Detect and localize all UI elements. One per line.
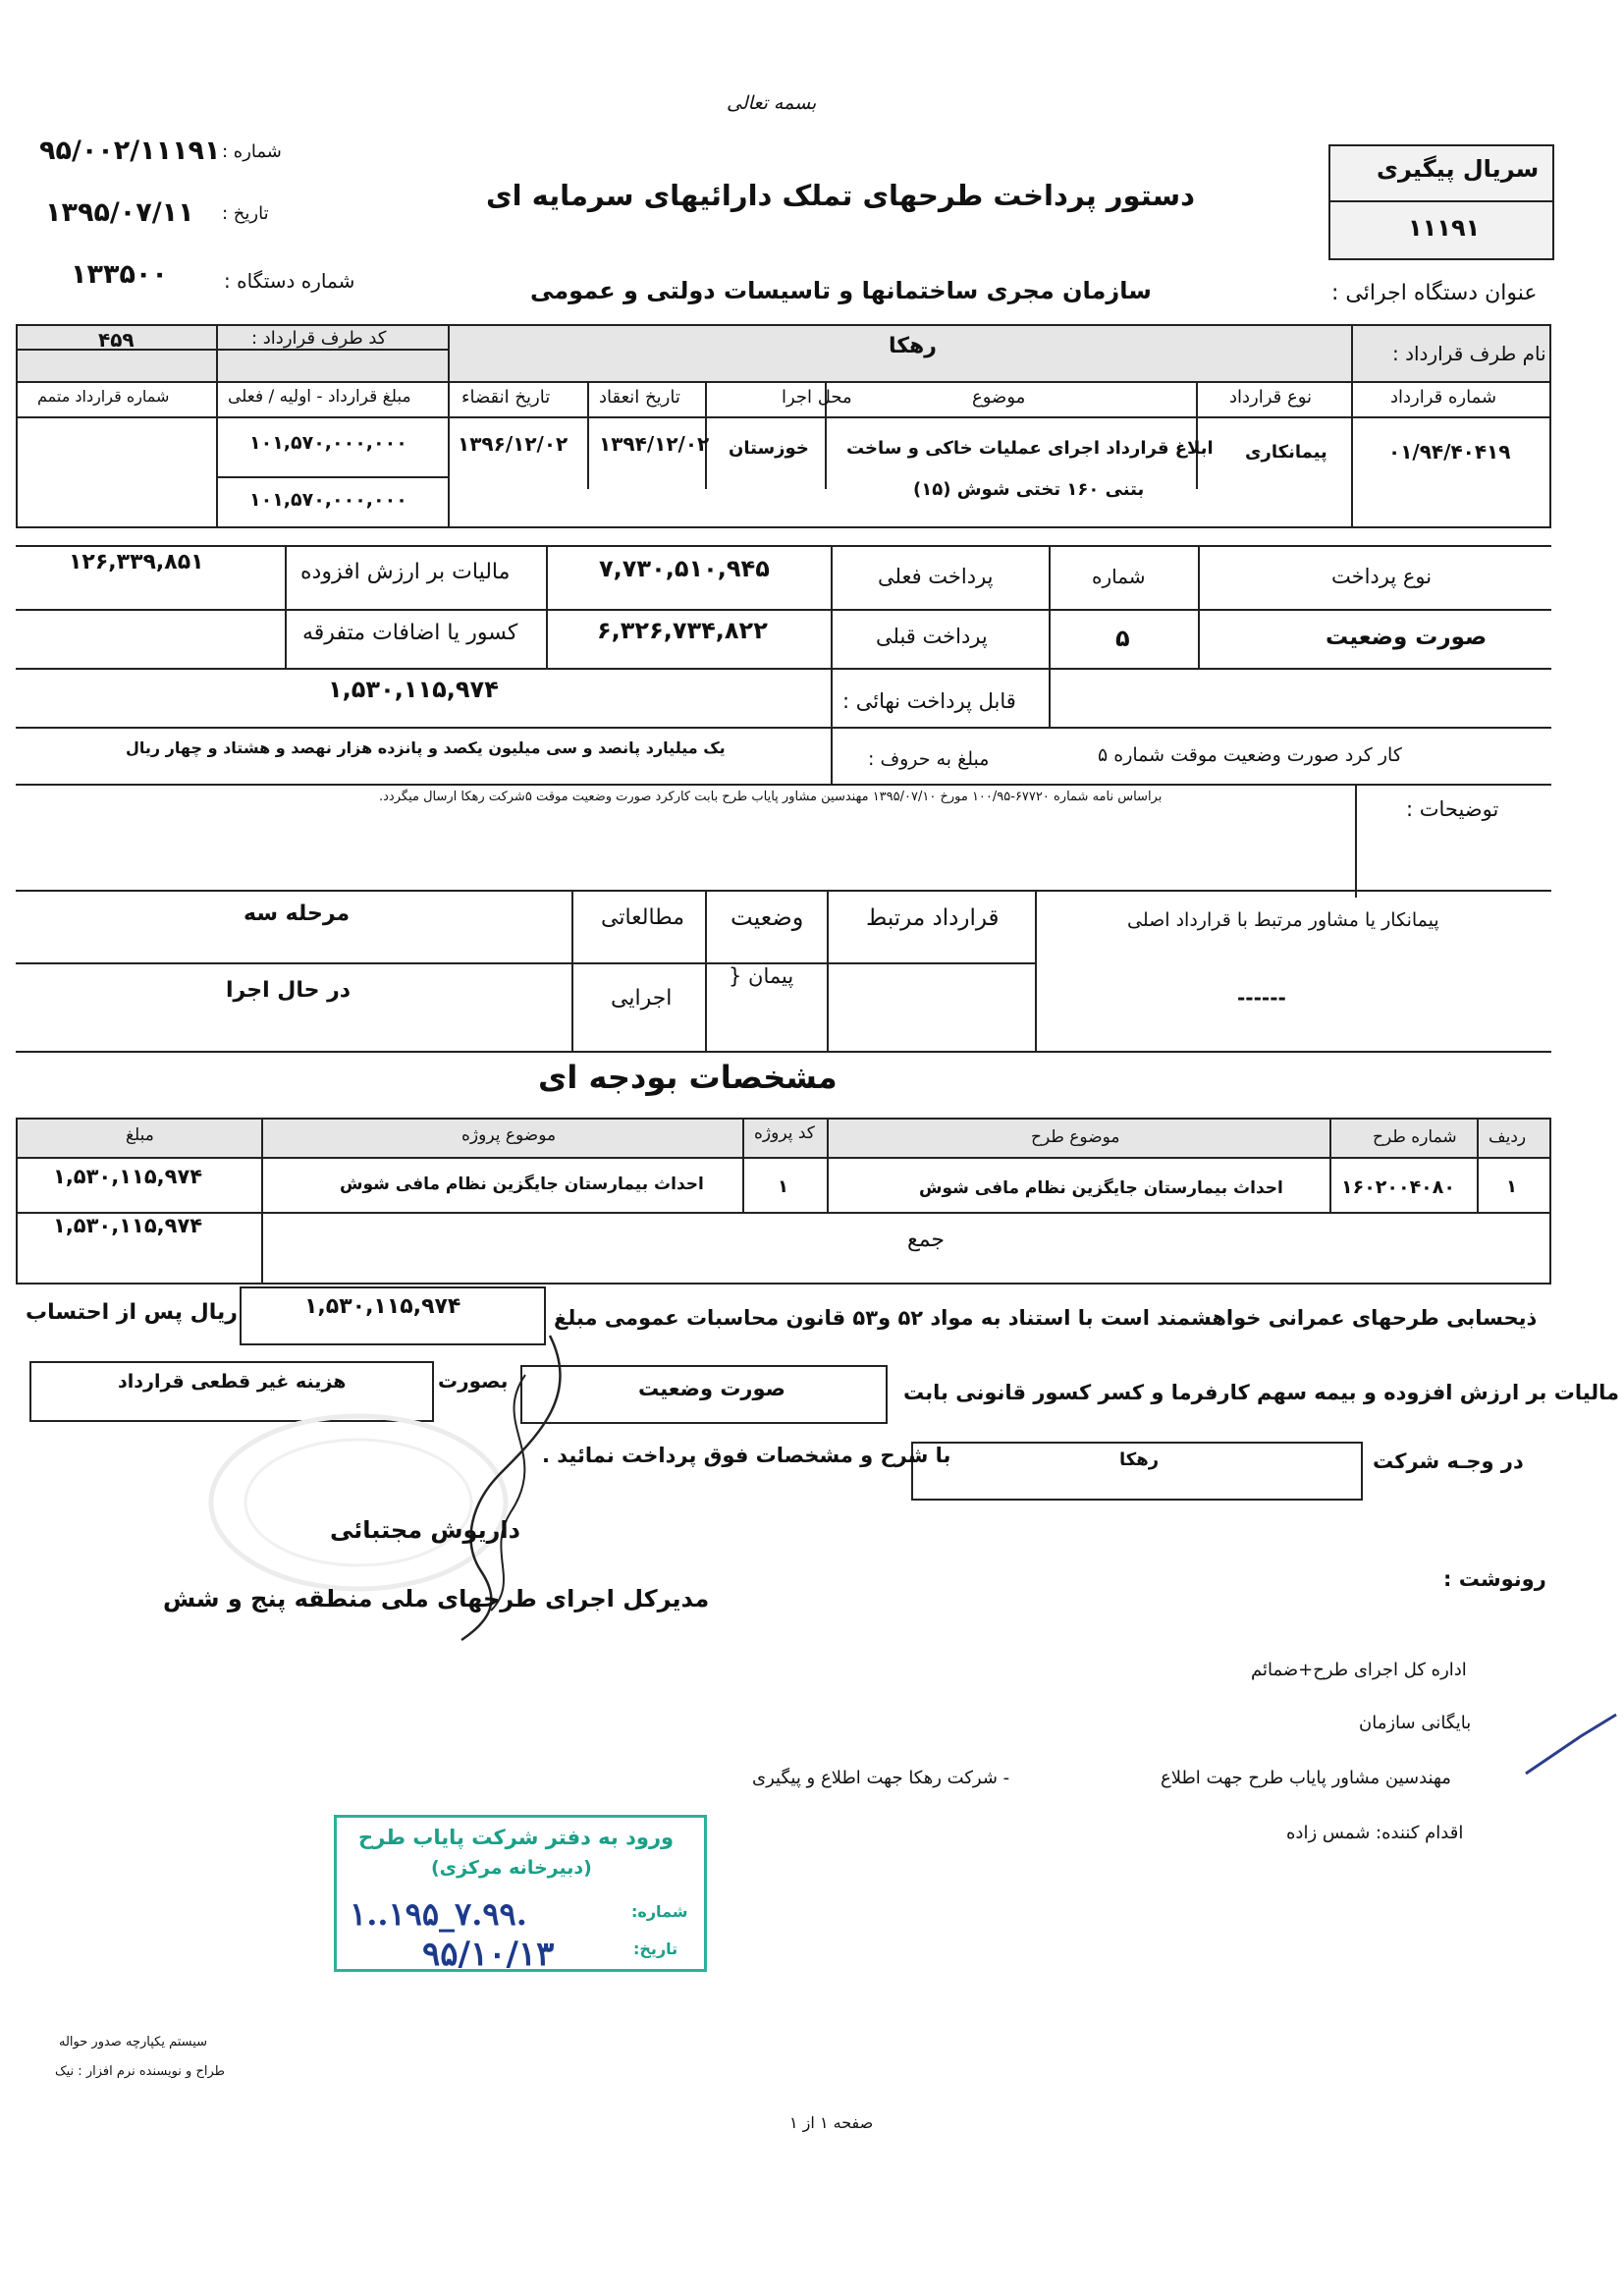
budget-row-amount: ۱,۵۳۰,۱۱۵,۹۷۴ <box>53 1165 203 1188</box>
amount-initial-value: ۱۰۱,۵۷۰,۰۰۰,۰۰۰ <box>249 432 407 454</box>
payable-value: ۱,۵۳۰,۱۱۵,۹۷۴ <box>328 676 499 703</box>
vat-label: مالیات بر ارزش افزوده <box>300 560 511 584</box>
study-label: مطالعاتی <box>601 905 685 930</box>
stamp-date-value: ۹۵/۱۰/۱۳ <box>422 1935 555 1974</box>
budget-col-plan-no: شماره طرح <box>1373 1127 1457 1147</box>
previous-payment-label: پرداخت قبلی <box>876 625 988 648</box>
budget-row-plan-no: ۱۶۰۲۰۰۴۰۸۰ <box>1341 1176 1455 1198</box>
order-line-3-tail: با شرح و مشخصات فوق پرداخت نمائید . <box>542 1444 951 1467</box>
number-value: ۹۵/۰۰۲/۱۱۱۹۱ <box>39 136 221 166</box>
work-card-text: کار کرد صورت وضعیت موقت شماره ۵ <box>1098 744 1402 766</box>
system-author: طراح و نویسنده نرم افزار : نیک <box>55 2064 225 2079</box>
col-start-date: تاریخ انعقاد <box>599 387 680 408</box>
copy-item-1: اداره کل اجرای طرح+ضمائم <box>1251 1660 1467 1680</box>
stamp-number-value: ۱..۱۹۵_۷.۹۹. <box>350 1895 527 1933</box>
party-code-label: کد طرف قرارداد : <box>251 328 387 349</box>
budget-title: مشخصات بودجه ای <box>538 1059 838 1096</box>
copy-item-4: اقدام کننده: شمس زاده <box>1286 1823 1464 1843</box>
copies-label: رونوشت : <box>1443 1567 1546 1591</box>
pen-mark <box>1522 1709 1620 1777</box>
order-line-2-mid: بصورت <box>438 1369 509 1393</box>
device-number-value: ۱۳۳۵۰۰ <box>71 259 168 290</box>
copy-side-item: - شرکت رهکا جهت اطلاع و پیگیری <box>752 1768 1010 1788</box>
payment-type-label: نوع پرداخت <box>1331 565 1433 588</box>
contract-type-value: پیمانکاری <box>1245 442 1327 463</box>
vat-value: ۱۲۶,۳۳۹,۸۵۱ <box>69 550 204 574</box>
deductions-label: کسور یا اضافات متفرقه <box>302 621 518 645</box>
start-date-value: ۱۳۹۴/۱۲/۰۲ <box>599 432 710 456</box>
status-sub-label: پیمان { <box>729 964 794 988</box>
payable-label: قابل پرداخت نهائی : <box>842 689 1016 713</box>
budget-col-row: ردیف <box>1489 1127 1527 1147</box>
related-contract-label: قرارداد مرتبط <box>866 905 1000 931</box>
related-contractor-value: ------ <box>1237 986 1286 1010</box>
amount-current-value: ۱۰۱,۵۷۰,۰۰۰,۰۰۰ <box>249 489 407 511</box>
order-line-1-tail: ریال پس از احتساب <box>26 1300 238 1325</box>
budget-col-project-subject: موضوع پروژه <box>461 1125 557 1145</box>
budget-col-plan-subject: موضوع طرح <box>1031 1127 1120 1147</box>
budget-col-project-code: کد پروژه <box>754 1123 815 1143</box>
order-line-2: مالیات بر ارزش افزوده و بیمه سهم کارفرما و کسر کسور قانونی بابت <box>903 1381 1620 1404</box>
budget-row-index: ۱ <box>1506 1176 1517 1197</box>
contract-table <box>16 324 1551 528</box>
budget-row-plan-subject: احداث بیمارستان جایگزین نظام مافی شوش <box>919 1178 1283 1198</box>
col-end-date: تاریخ انقضاء <box>461 387 551 408</box>
budget-row-project-subject: احداث بیمارستان جایگزین نظام مافی شوش <box>340 1175 704 1194</box>
order-cost-value: هزینه غیر قطعی قرارداد <box>118 1371 347 1393</box>
party-code-value: ۴۵۹ <box>98 328 135 352</box>
current-payment-label: پرداخت فعلی <box>878 565 994 588</box>
date-value: ۱۳۹۵/۰۷/۱۱ <box>45 197 194 228</box>
page-number: صفحه ۱ از ۱ <box>789 2113 874 2132</box>
order-company-value: رهکا <box>1119 1449 1160 1470</box>
tracking-serial-value: ۱۱۱۹۱ <box>1408 214 1481 242</box>
executive-device-label: عنوان دستگاه اجرائی : <box>1331 281 1538 305</box>
signer-name: داریوش مجتبائی <box>330 1516 520 1544</box>
notes-value: براساس نامه شماره ۶۷۷۲۰-۱۰۰/۹۵ مورخ ۱۳۹۵/۰۷/۱۰ مهندسین مشاور پایاب طرح بابت کارکرد صورت وضعیت موقت ۵شرکت رهکا ارسال میگردد. <box>379 790 1163 804</box>
payment-type-value: صورت وضعیت <box>1326 625 1488 650</box>
notes-label: توضیحات : <box>1406 797 1499 821</box>
copy-item-2: بایگانی سازمان <box>1359 1713 1472 1733</box>
date-label: تاریخ : <box>222 203 269 224</box>
col-subject: موضوع <box>972 387 1026 408</box>
col-supplement-no: شماره قرارداد متمم <box>37 387 170 406</box>
tracking-serial-label: سریال پیگیری <box>1377 155 1540 183</box>
copy-item-3: مهندسین مشاور پایاب طرح جهت اطلاع <box>1161 1768 1451 1788</box>
organization-name: سازمان مجری ساختمانها و تاسیسات دولتی و عمومی <box>530 277 1152 304</box>
status-label: وضعیت <box>731 903 804 931</box>
end-date-value: ۱۳۹۶/۱۲/۰۲ <box>458 432 568 456</box>
col-amount: مبلغ قرارداد - اولیه / فعلی <box>228 387 411 407</box>
current-payment-value: ۷,۷۳۰,۵۱۰,۹۴۵ <box>599 555 770 582</box>
stamp-number-label: شماره: <box>631 1902 688 1921</box>
amount-in-words-value: یک میلیارد پانصد و سی میلیون یکصد و پانزده هزار نهصد و هشتاد و چهار ریال <box>126 738 726 757</box>
location-value: خوزستان <box>729 438 809 459</box>
col-contract-type: نوع قرارداد <box>1229 387 1313 408</box>
subject-line-1: ابلاغ قرارداد اجرای عملیات خاکی و ساخت <box>846 438 1214 459</box>
progress-value: در حال اجرا <box>226 978 352 1003</box>
executive-label: اجرایی <box>611 986 673 1011</box>
contract-number-value: ۰۱/۹۴/۴۰۴۱۹ <box>1388 440 1511 464</box>
budget-total-label: جمع <box>907 1228 946 1252</box>
number-label: شماره : <box>222 141 282 162</box>
col-location: محل اجرا <box>782 387 852 408</box>
order-type-value: صورت وضعیت <box>638 1377 785 1400</box>
related-contractor-label: پیمانکار یا مشاور مرتبط با قرارداد اصلی <box>1127 909 1439 931</box>
page-title: دستور پرداخت طرحهای تملک دارائیهای سرمایه ای <box>486 179 1195 212</box>
phase-value: مرحله سه <box>244 902 351 926</box>
payment-number-value: ۵ <box>1115 625 1130 652</box>
party-name-value: رهکا <box>889 334 937 358</box>
col-contract-no: شماره قرارداد <box>1390 387 1497 408</box>
order-line-1: ذیحسابی طرحهای عمرانی خواهشمند است با استناد به مواد ۵۲ و۵۳ قانون محاسبات عمومی مبلغ <box>554 1306 1538 1330</box>
previous-payment-value: ۶,۳۲۶,۷۳۴,۸۲۲ <box>597 617 768 644</box>
device-number-label: شماره دستگاه : <box>224 269 355 293</box>
stamp-line-1: ورود به دفتر شرکت پایاب طرح <box>358 1826 675 1849</box>
party-name-label: نام طرف قرارداد : <box>1392 342 1546 365</box>
signer-title: مدیرکل اجرای طرحهای ملی منطقه پنج و شش <box>163 1585 710 1613</box>
payment-number-label: شماره <box>1092 565 1146 588</box>
budget-total-value: ۱,۵۳۰,۱۱۵,۹۷۴ <box>53 1214 203 1237</box>
stamp-line-2: (دبیرخانه مرکزی) <box>431 1857 592 1879</box>
budget-row-project-code: ۱ <box>778 1176 788 1197</box>
system-name: سیستم یکپارچه صدور حواله <box>59 2035 208 2050</box>
stamp-date-label: تاریخ: <box>633 1940 678 1958</box>
order-line-3-label: در وجـه شرکت <box>1373 1449 1524 1473</box>
amount-in-words-label: مبلغ به حروف : <box>868 748 990 770</box>
basmala: بسمه تعالی <box>727 92 817 114</box>
order-amount-value: ۱,۵۳۰,۱۱۵,۹۷۴ <box>304 1294 461 1319</box>
subject-line-2: بتنی ۱۶۰ تختی شوش (۱۵) <box>913 479 1145 500</box>
budget-col-amount: مبلغ <box>126 1125 154 1145</box>
